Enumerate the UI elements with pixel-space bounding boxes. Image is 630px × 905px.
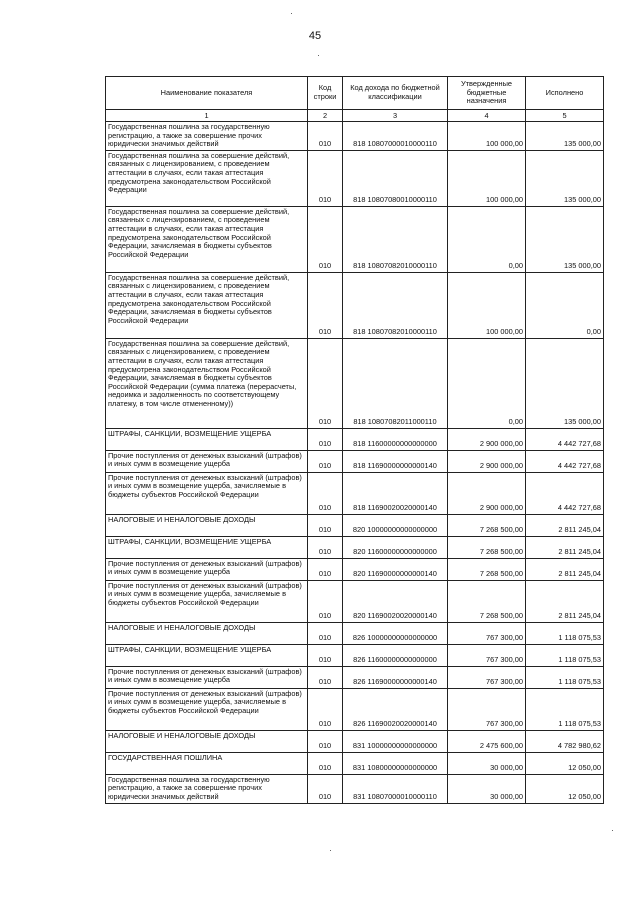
row-name-cell: ШТРАФЫ, САНКЦИИ, ВОЗМЕЩЕНИЕ УЩЕРБА bbox=[106, 536, 308, 558]
row-kbk-cell: 820 11600000000000000 bbox=[343, 536, 448, 558]
row-approved-cell: 30 000,00 bbox=[448, 774, 526, 803]
column-header-name: Наименование показателя bbox=[106, 77, 308, 110]
row-executed-cell: 1 118 075,53 bbox=[526, 644, 604, 666]
row-name-cell: Прочие поступления от денежных взысканий (штрафов) и иных сумм в возмещение ущерба, зачисляемые в бюджеты субъектов Российской Федерации bbox=[106, 688, 308, 730]
column-number: 4 bbox=[448, 110, 526, 122]
row-name-cell: ГОСУДАРСТВЕННАЯ ПОШЛИНА bbox=[106, 752, 308, 774]
row-line-code-cell: 010 bbox=[308, 472, 343, 514]
row-line-code-cell: 010 bbox=[308, 272, 343, 338]
row-line-code-cell: 010 bbox=[308, 666, 343, 688]
row-name-cell: Прочие поступления от денежных взысканий (штрафов) и иных сумм в возмещение ущерба bbox=[106, 558, 308, 580]
row-name-cell: НАЛОГОВЫЕ И НЕНАЛОГОВЫЕ ДОХОДЫ bbox=[106, 622, 308, 644]
row-kbk-cell: 826 11690000000000140 bbox=[343, 666, 448, 688]
row-approved-cell: 0,00 bbox=[448, 206, 526, 272]
column-header-approved: Утвержденные бюджетные назначения bbox=[448, 77, 526, 110]
table-row bbox=[106, 644, 604, 666]
row-line-code-cell: 010 bbox=[308, 514, 343, 536]
row-approved-cell: 7 268 500,00 bbox=[448, 558, 526, 580]
table-row bbox=[106, 730, 604, 752]
row-name-cell: Государственная пошлина за государственную регистрацию, а также за совершение прочих юридически значимых действий bbox=[106, 774, 308, 803]
table-row bbox=[106, 122, 604, 151]
column-header-code: Код строки bbox=[308, 77, 343, 110]
row-executed-cell: 1 118 075,53 bbox=[526, 688, 604, 730]
row-kbk-cell: 820 11690000000000140 bbox=[343, 558, 448, 580]
row-executed-cell: 2 811 245,04 bbox=[526, 580, 604, 622]
table-row bbox=[106, 150, 604, 206]
row-line-code-cell: 010 bbox=[308, 122, 343, 151]
row-line-code-cell: 010 bbox=[308, 580, 343, 622]
row-executed-cell: 0,00 bbox=[526, 272, 604, 338]
row-line-code-cell: 010 bbox=[308, 622, 343, 644]
row-executed-cell: 4 442 727,68 bbox=[526, 450, 604, 472]
row-kbk-cell: 818 11690000000000140 bbox=[343, 450, 448, 472]
row-name-cell: Государственная пошлина за государственную регистрацию, а также за совершение прочих юридически значимых действий bbox=[106, 122, 308, 151]
row-approved-cell: 100 000,00 bbox=[448, 150, 526, 206]
row-name-cell: НАЛОГОВЫЕ И НЕНАЛОГОВЫЕ ДОХОДЫ bbox=[106, 730, 308, 752]
table-row bbox=[106, 580, 604, 622]
row-executed-cell: 135 000,00 bbox=[526, 206, 604, 272]
row-approved-cell: 100 000,00 bbox=[448, 272, 526, 338]
scan-speck bbox=[318, 55, 319, 56]
column-number-row bbox=[106, 110, 604, 122]
row-line-code-cell: 010 bbox=[308, 150, 343, 206]
table-row bbox=[106, 206, 604, 272]
row-kbk-cell: 818 10807082010000110 bbox=[343, 206, 448, 272]
row-name-cell: Прочие поступления от денежных взысканий (штрафов) и иных сумм в возмещение ущерба bbox=[106, 450, 308, 472]
column-number: 1 bbox=[106, 110, 308, 122]
table-row bbox=[106, 514, 604, 536]
row-name-cell: Государственная пошлина за совершение действий, связанных с лицензированием, с проведением аттестации в случаях, если такая аттестация предусмотрена законодательством Российской Федерации, зачисляемая в бюджеты субъектов Российской Федерации bbox=[106, 272, 308, 338]
column-number: 5 bbox=[526, 110, 604, 122]
row-approved-cell: 767 300,00 bbox=[448, 688, 526, 730]
page-number: 45 bbox=[308, 30, 322, 42]
column-header-kbk: Код дохода по бюджетной классификации bbox=[343, 77, 448, 110]
row-approved-cell: 30 000,00 bbox=[448, 752, 526, 774]
row-line-code-cell: 010 bbox=[308, 644, 343, 666]
row-executed-cell: 2 811 245,04 bbox=[526, 536, 604, 558]
row-line-code-cell: 010 bbox=[308, 752, 343, 774]
scan-speck bbox=[291, 13, 292, 14]
row-kbk-cell: 826 11690020020000140 bbox=[343, 688, 448, 730]
row-executed-cell: 2 811 245,04 bbox=[526, 558, 604, 580]
row-name-cell: Государственная пошлина за совершение действий, связанных с лицензированием, с проведением аттестации в случаях, если такая аттестация предусмотрена законодательством Российской Федерации bbox=[106, 150, 308, 206]
row-executed-cell: 4 782 980,62 bbox=[526, 730, 604, 752]
row-kbk-cell: 818 10807082011000110 bbox=[343, 338, 448, 428]
row-executed-cell: 135 000,00 bbox=[526, 338, 604, 428]
table-header-row bbox=[106, 77, 604, 110]
row-executed-cell: 135 000,00 bbox=[526, 122, 604, 151]
row-executed-cell: 12 050,00 bbox=[526, 752, 604, 774]
row-executed-cell: 4 442 727,68 bbox=[526, 428, 604, 450]
row-executed-cell: 1 118 075,53 bbox=[526, 622, 604, 644]
column-number: 3 bbox=[343, 110, 448, 122]
row-line-code-cell: 010 bbox=[308, 450, 343, 472]
row-kbk-cell: 831 10800000000000000 bbox=[343, 752, 448, 774]
row-kbk-cell: 831 10000000000000000 bbox=[343, 730, 448, 752]
row-line-code-cell: 010 bbox=[308, 206, 343, 272]
row-name-cell: ШТРАФЫ, САНКЦИИ, ВОЗМЕЩЕНИЕ УЩЕРБА bbox=[106, 644, 308, 666]
row-kbk-cell: 818 10807000010000110 bbox=[343, 122, 448, 151]
row-name-cell: Прочие поступления от денежных взысканий (штрафов) и иных сумм в возмещение ущерба, зачисляемые в бюджеты субъектов Российской Федерации bbox=[106, 580, 308, 622]
row-name-cell: ШТРАФЫ, САНКЦИИ, ВОЗМЕЩЕНИЕ УЩЕРБА bbox=[106, 428, 308, 450]
row-kbk-cell: 820 10000000000000000 bbox=[343, 514, 448, 536]
row-line-code-cell: 010 bbox=[308, 428, 343, 450]
row-kbk-cell: 826 10000000000000000 bbox=[343, 622, 448, 644]
table-row bbox=[106, 536, 604, 558]
row-approved-cell: 7 268 500,00 bbox=[448, 536, 526, 558]
row-line-code-cell: 010 bbox=[308, 536, 343, 558]
row-approved-cell: 2 900 000,00 bbox=[448, 428, 526, 450]
row-approved-cell: 2 475 600,00 bbox=[448, 730, 526, 752]
column-number: 2 bbox=[308, 110, 343, 122]
row-name-cell: Прочие поступления от денежных взысканий (штрафов) и иных сумм в возмещение ущерба bbox=[106, 666, 308, 688]
table-row bbox=[106, 752, 604, 774]
row-executed-cell: 4 442 727,68 bbox=[526, 472, 604, 514]
row-kbk-cell: 826 11600000000000000 bbox=[343, 644, 448, 666]
budget-execution-table bbox=[105, 76, 604, 804]
table-row bbox=[106, 472, 604, 514]
row-kbk-cell: 818 11690020020000140 bbox=[343, 472, 448, 514]
row-executed-cell: 2 811 245,04 bbox=[526, 514, 604, 536]
row-approved-cell: 767 300,00 bbox=[448, 666, 526, 688]
row-approved-cell: 767 300,00 bbox=[448, 644, 526, 666]
row-kbk-cell: 818 10807082010000110 bbox=[343, 272, 448, 338]
table-row bbox=[106, 428, 604, 450]
row-name-cell: Прочие поступления от денежных взысканий (штрафов) и иных сумм в возмещение ущерба, зачисляемые в бюджеты субъектов Российской Федерации bbox=[106, 472, 308, 514]
row-approved-cell: 7 268 500,00 bbox=[448, 580, 526, 622]
row-line-code-cell: 010 bbox=[308, 688, 343, 730]
row-line-code-cell: 010 bbox=[308, 558, 343, 580]
row-line-code-cell: 010 bbox=[308, 774, 343, 803]
column-header-executed: Исполнено bbox=[526, 77, 604, 110]
table-row bbox=[106, 450, 604, 472]
table-row bbox=[106, 688, 604, 730]
row-approved-cell: 7 268 500,00 bbox=[448, 514, 526, 536]
row-line-code-cell: 010 bbox=[308, 730, 343, 752]
row-kbk-cell: 820 11690020020000140 bbox=[343, 580, 448, 622]
row-approved-cell: 2 900 000,00 bbox=[448, 472, 526, 514]
scan-speck bbox=[612, 830, 613, 831]
row-name-cell: Государственная пошлина за совершение действий, связанных с лицензированием, с проведением аттестации в случаях, если такая аттестация предусмотрена законодательством Российской Федерации, зачисляемая в бюджеты субъектов Российской Федерации bbox=[106, 206, 308, 272]
row-executed-cell: 1 118 075,53 bbox=[526, 666, 604, 688]
table-row bbox=[106, 338, 604, 428]
row-executed-cell: 135 000,00 bbox=[526, 150, 604, 206]
table-row bbox=[106, 666, 604, 688]
row-approved-cell: 2 900 000,00 bbox=[448, 450, 526, 472]
row-approved-cell: 0,00 bbox=[448, 338, 526, 428]
row-executed-cell: 12 050,00 bbox=[526, 774, 604, 803]
table-row bbox=[106, 774, 604, 803]
row-name-cell: НАЛОГОВЫЕ И НЕНАЛОГОВЫЕ ДОХОДЫ bbox=[106, 514, 308, 536]
row-approved-cell: 767 300,00 bbox=[448, 622, 526, 644]
table-row bbox=[106, 622, 604, 644]
table-row bbox=[106, 272, 604, 338]
row-kbk-cell: 818 10807080010000110 bbox=[343, 150, 448, 206]
row-name-cell: Государственная пошлина за совершение действий, связанных с лицензированием, с проведением аттестации в случаях, если такая аттестация предусмотрена законодательством Российской Федерации, зачисляемая в бюджеты субъектов Российской Федерации (сумма платежа (перерасчеты, недоимка и задолженность по соответствующему платежу, в том числе отмененному)) bbox=[106, 338, 308, 428]
scan-speck bbox=[330, 850, 331, 851]
table-row bbox=[106, 558, 604, 580]
row-approved-cell: 100 000,00 bbox=[448, 122, 526, 151]
row-line-code-cell: 010 bbox=[308, 338, 343, 428]
row-kbk-cell: 831 10807000010000110 bbox=[343, 774, 448, 803]
row-kbk-cell: 818 11600000000000000 bbox=[343, 428, 448, 450]
